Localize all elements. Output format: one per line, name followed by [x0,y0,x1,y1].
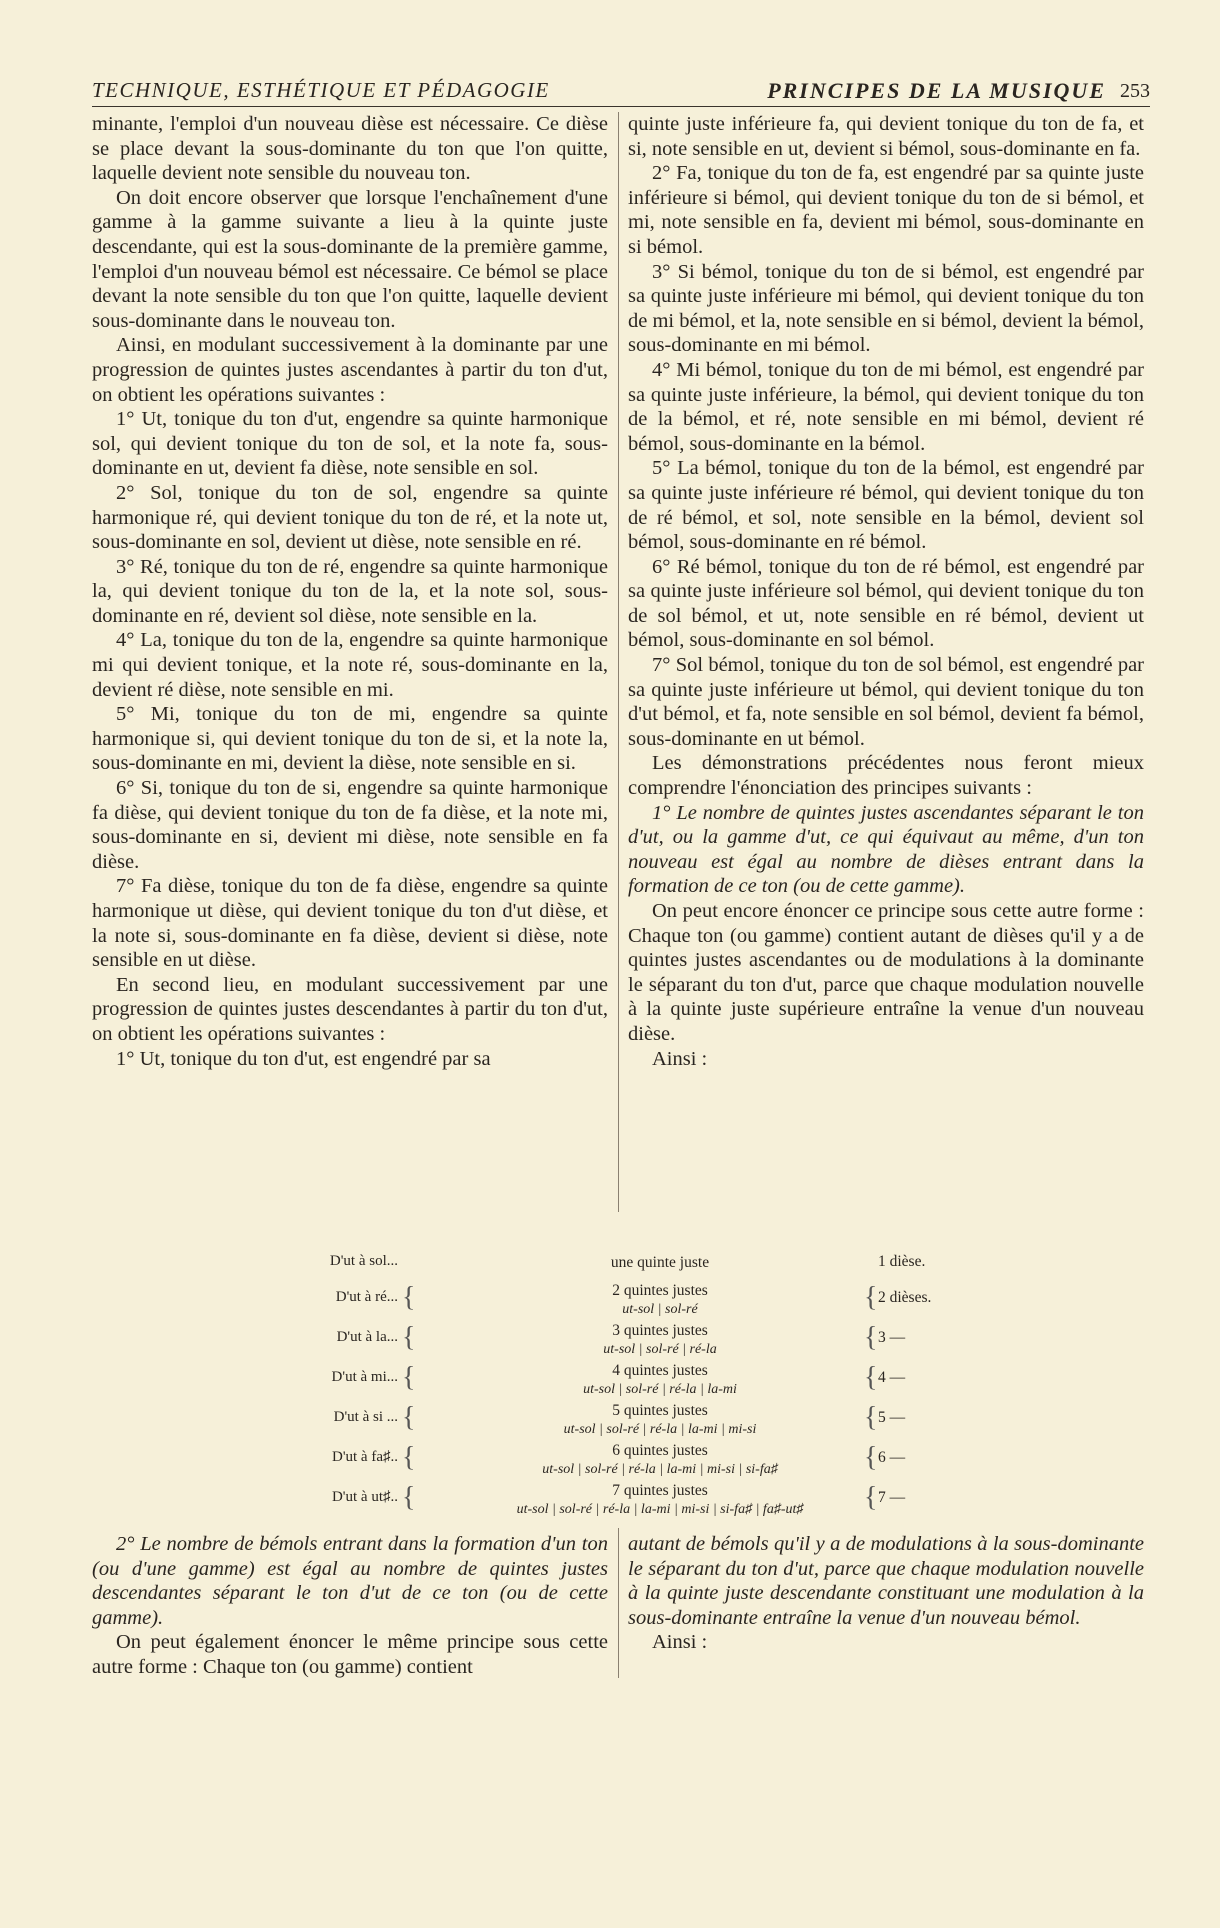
brace-icon: { [402,1362,416,1393]
row-result: 7 — [878,1489,906,1506]
row-result: 2 dièses. [878,1289,932,1306]
brace-icon: { [402,1442,416,1473]
table-row [270,1245,990,1285]
row-count: une quinte juste [610,1254,710,1271]
header-left-title: TECHNIQUE, ESTHÉTIQUE ET PÉDAGOGIE [92,78,550,102]
brace-icon: { [864,1362,878,1393]
bottom-left-column [92,1532,608,1680]
paragraph: Ainsi, en modulant successivement à la dominante par une progression de quintes justes ascendantes à partir du ton d'ut, on obtient les opérations suivantes : [92,334,608,406]
row-label: D'ut à fa♯.. [331,1449,398,1465]
paragraph: Ainsi : [652,1631,708,1654]
row-result: 5 — [878,1409,906,1426]
paragraph: quinte juste inférieure fa, qui devient tonique du ton de fa, et si, note sensible en ut, devient si bémol, sous-dominante en fa. [628,113,1144,160]
row-label: D'ut à la... [336,1329,398,1345]
row-count: 2 quintes justes [612,1282,708,1299]
row-count: 7 quintes justes [612,1482,708,1499]
paragraph: 1° Le nombre de quintes justes ascendantes séparant le ton d'ut, ou la gamme d'ut, ce qui équivaut au même, d'un ton nouveau est égal au nombre de dièses entrant dans la formation de ce ton (ou de cette gamme). [628,801,1144,898]
left-column [92,112,608,1071]
row-label: D'ut à ut♯.. [331,1489,398,1505]
row-count: 3 quintes justes [612,1322,708,1339]
row-result: 3 — [878,1329,906,1346]
header-right-title: PRINCIPES DE LA MUSIQUE [767,78,1106,103]
paragraph: 5° La bémol, tonique du ton de la bémol, est engendré par sa quinte juste inférieure ré bémol, qui devient tonique du ton de ré bémol, et sol, note sensible en la bémol, devient sol bémol, sous-dominante en ré bémol. [628,457,1144,554]
table-row [270,1281,990,1321]
paragraph: 2° Fa, tonique du ton de fa, est engendré par sa quinte juste inférieure si bémol, qui devient tonique du ton de si bémol, et mi, note sensible en fa, devient mi bémol, sous-dominante en si bémol. [628,162,1144,258]
row-intervals: ut-sol | sol-ré | ré-la [603,1342,717,1357]
table-row [270,1321,990,1361]
column-divider [618,1528,619,1678]
paragraph: autant de bémols qu'il y a de modulations à la sous-dominante le séparant du ton d'ut, parce que chaque modulation nouvelle à la quinte juste descendante constituant une modulation à la sous-dominante entraîne la venue d'un nouveau bémol. [628,1533,1144,1629]
brace-icon: { [402,1482,416,1513]
paragraph: 4° Mi bémol, tonique du ton de mi bémol, est engendré par sa quinte juste inférieure, la bémol, qui devient tonique du ton de la bémol, et ré, note sensible en mi bémol, devient ré bémol, sous-dominante en la bémol. [628,358,1144,455]
paragraph: 3° Si bémol, tonique du ton de si bémol, est engendré par sa quinte juste inférieure mi bémol, qui devient tonique du ton de mi bémol, et la, note sensible en si bémol, devient la bémol, sous-dominante en mi bémol. [628,260,1144,357]
paragraph: On peut également énoncer le même principe sous cette autre forme : Chaque ton (ou gamme) contient [92,1631,608,1678]
brace-icon: { [864,1442,878,1473]
brace-icon: { [864,1322,878,1353]
brace-icon: { [864,1402,878,1433]
table-row [270,1401,990,1441]
row-result: 6 — [878,1449,906,1466]
row-intervals: ut-sol | sol-ré | ré-la | la-mi | mi-si | si-fa♯ [542,1462,778,1477]
row-intervals: ut-sol | sol-ré [622,1302,698,1317]
brace-icon: { [402,1282,416,1313]
row-label: D'ut à si ... [333,1409,398,1425]
paragraph: Ainsi : [652,1047,708,1070]
paragraph: 7° Fa dièse, tonique du ton de fa dièse, engendre sa quinte harmonique ut dièse, qui devient tonique du ton d'ut dièse, et la note si, sous-dominante en fa dièse, devient si dièse, note sensible en ut dièse. [92,875,608,972]
paragraph: 3° Ré, tonique du ton de ré, engendre sa quinte harmonique la, qui devient tonique du ton de la, et la note sol, sous-dominante en ré, devient sol dièse, note sensible en la. [92,555,608,627]
table-row [270,1441,990,1481]
running-header [92,78,1150,107]
paragraph: minante, l'emploi d'un nouveau dièse est nécessaire. Ce dièse se place devant la sous-dominante du ton que l'on quitte, laquelle devient note sensible du nouveau ton. [92,113,608,185]
row-label: D'ut à sol... [329,1253,398,1269]
paragraph: 2° Le nombre de bémols entrant dans la formation d'un ton (ou d'une gamme) est égal au nombre de quintes justes descendantes séparant le ton d'ut de ce ton (ou de cette gamme). [92,1533,608,1629]
paragraph: 4° La, tonique du ton de la, engendre sa quinte harmonique mi qui devient tonique, et la note ré, sous-dominante en la, devient ré dièse, note sensible en mi. [92,629,608,701]
paragraph: 5° Mi, tonique du ton de mi, engendre sa quinte harmonique si, qui devient tonique du ton de si, et la note la, sous-dominante en mi, devient la dièse, note sensible en si. [92,703,608,775]
row-result: 1 dièse. [878,1253,926,1270]
page-number: 253 [1120,80,1150,102]
brace-icon: { [402,1322,416,1353]
row-count: 5 quintes justes [612,1402,708,1419]
right-column [628,112,1144,1071]
paragraph: 1° Ut, tonique du ton d'ut, est engendré par sa [116,1047,491,1070]
brace-icon: { [864,1282,878,1313]
table-row [270,1481,990,1521]
row-label: D'ut à ré... [335,1289,398,1305]
paragraph: Les démonstrations précédentes nous feront mieux comprendre l'énonciation des principes suivants : [628,752,1144,800]
column-divider [618,112,619,1212]
row-intervals: ut-sol | sol-ré | ré-la | la-mi | mi-si [563,1422,757,1437]
row-intervals: ut-sol | sol-ré | ré-la | la-mi | mi-si | si-fa♯ | fa♯-ut♯ [516,1502,804,1517]
paragraph: 6° Si, tonique du ton de si, engendre sa quinte harmonique fa dièse, qui devient tonique du ton de fa dièse, et la note mi, sous-dominante en si, devient mi dièse, note sensible en fa dièse. [92,777,608,873]
row-result: 4 — [878,1369,906,1386]
paragraph: 6° Ré bémol, tonique du ton de ré bémol, est engendré par sa quinte juste inférieure sol bémol, qui devient tonique du ton de sol bémol, et ut, note sensible en ré bémol, devient ut bémol, sous-dominante en sol bémol. [628,555,1144,652]
paragraph: On doit encore observer que lorsque l'enchaînement d'une gamme à la gamme suivante a lieu à la quinte juste descendante, qui est la sous-dominante de la première gamme, l'emploi d'un nouveau bémol est nécessaire. Ce bémol se place devant la note sensible du ton que l'on quitte, laquelle devient sous-dominante dans le nouveau ton. [92,186,608,332]
row-intervals: ut-sol | sol-ré | ré-la | la-mi [583,1382,737,1397]
paragraph: En second lieu, en modulant successivement par une progression de quintes justes descendantes à partir du ton d'ut, on obtient les opérations suivantes : [92,973,608,1045]
table-row [270,1361,990,1401]
row-count: 4 quintes justes [612,1362,708,1379]
paragraph: On peut encore énoncer ce principe sous cette autre forme : Chaque ton (ou gamme) contient autant de dièses qu'il y a de quintes justes ascendantes ou de modulations à la dominante le séparant du ton d'ut, parce que chaque modulation nouvelle à la quinte juste supérieure entraîne la venue d'un nouveau dièse. [628,900,1144,1045]
brace-icon: { [864,1482,878,1513]
paragraph: 1° Ut, tonique du ton d'ut, engendre sa quinte harmonique sol, qui devient tonique du ton de sol, et la note fa, sous-dominante en ut, devient fa dièse, note sensible en sol. [92,408,608,480]
row-label: D'ut à mi... [331,1369,398,1385]
paragraph: 7° Sol bémol, tonique du ton de sol bémol, est engendré par sa quinte juste inférieure ut bémol, qui devient tonique du ton d'ut bémol, et fa, note sensible en sol bémol, devient fa bémol, sous-dominante en ut bémol. [628,654,1144,750]
bottom-right-column [628,1532,1144,1655]
brace-icon: { [402,1402,416,1433]
row-count: 6 quintes justes [612,1442,708,1459]
paragraph: 2° Sol, tonique du ton de sol, engendre sa quinte harmonique ré, qui devient tonique du ton de ré, et la note ut, sous-dominante en sol, devient ut dièse, note sensible en ré. [92,481,608,554]
